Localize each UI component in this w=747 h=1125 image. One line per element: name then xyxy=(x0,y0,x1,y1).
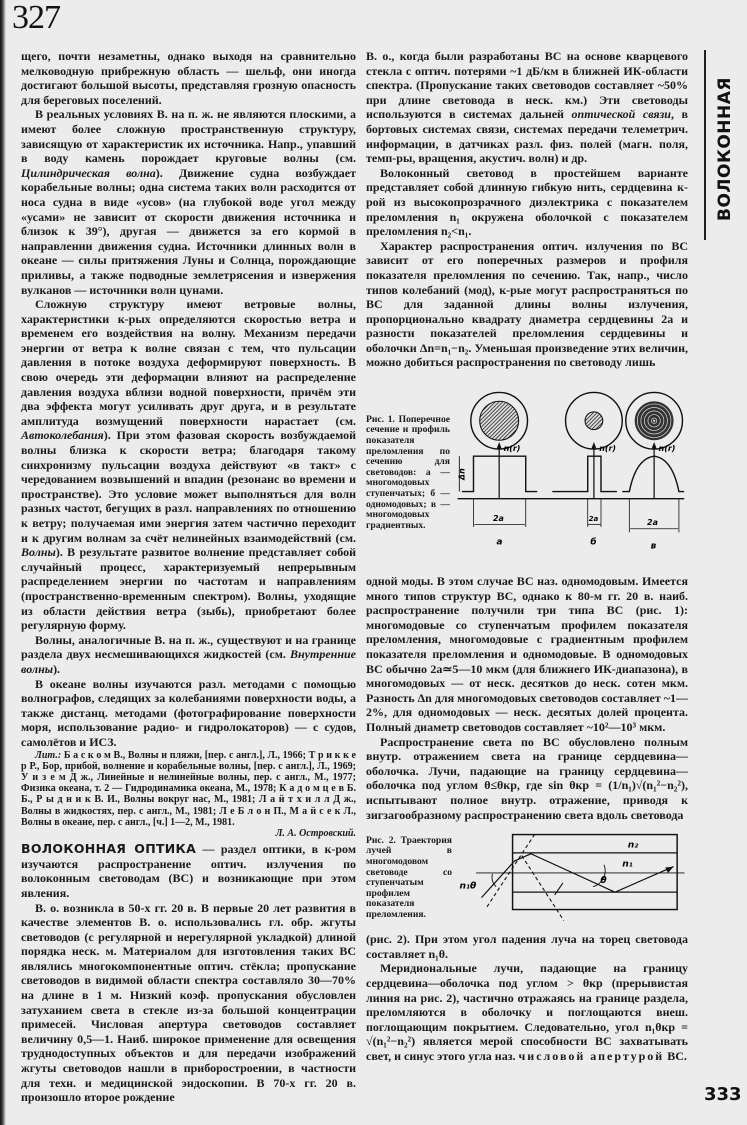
panel-label-a: а xyxy=(496,537,503,548)
axis-label-n-r: n(r) xyxy=(658,443,676,453)
cross-reference[interactable]: Цилиндрическая волна xyxy=(21,165,156,180)
cross-section-b xyxy=(566,392,623,449)
paragraph: Сложную структуру имеют ветровые волны, характеристики к-рых определяются скоростью ветра и временем его воздействия на волну. Механизм передачи энергии от ветра к волне связан с тем, что пульсации давления в потоке воздуха деформируют поверхность. В свою очередь эти деформации влияют на распределение давления воздуха вблизи водной поверхности, причём эти два эффекта могут усиливать друг друга, и в результате амплитуда возмущений поверхности нарастает (см. Автоколебания). При этом фазовая скорость возбуждаемой волны близка к скорости ветра; благодаря такому синхронизму пульсации воздуха действуют «в такт» с чередованием возвышений и впадин (резонанс во времени и пространстве). Это условие может выполняться для волн разных частот, бегущих в разл. направлениях по отношению к ветру; получаемая ими энергия затем частично переходит и к другим волнам за счёт нелинейных взаимодействий (см. Волны). В результате развитое волнение представляет собой случайный процесс, характеризуемый непрерывным распределением энергии по частотам и направлениям (пространственно-временным спектром). Волны, уходящие из области действия ветра (зыбь), приобретают более регулярную форму. xyxy=(21,297,356,633)
paragraph: одной моды. В этом случае ВС наз. одномодовым. Имеется много типов структур ВС, однако к 80-м гг. 20 в. наиб. распространение получили три типа ВС (рис. 1): многомодовые со ступенчатым профилем показателя преломления, многомодовые с градиентным профилем показателя преломления и одномодовые. В одномодовых ВС обычно 2a≃5—10 мкм (для ближнего ИК-диапазона), в многомодовых — от неск. десятков до неск. сотен мкм. Разность Δn для многомодовых световодов составляет ~1—2%, для одномодовых — неск. десятых долей процента. Полный диаметр световодов составляет ~10²—10³ мкм. xyxy=(366,574,689,734)
right-column-middle xyxy=(366,574,688,822)
axis-label-n-r: n(r) xyxy=(503,443,521,453)
article-start: ВОЛОКОННАЯ ОПТИКА — раздел оптики, в к-ром изучаются распространение оптич. излучения по волоконным световодам (ВС) и возникающие при этом явления. xyxy=(21,841,356,900)
paragraph: щего, почти незаметны, однако выходя на сравнительно мелководную прибрежную область — шельф, они иногда достигают большой высоты, представляя грозную опасность для береговых поселений. xyxy=(21,49,356,107)
cross-reference[interactable]: Автоколебания xyxy=(21,428,104,443)
paragraph: Меридиональные лучи, падающие на границу сердцевина—оболочка под углом > θкр (прерывистая линия на рис. 2), частично отражаясь на границе раздела, преломляются в оболочку и поглощаются внеш. поглощающим покрытием. Следовательно, угол n₁θкр = √(n₁²−n₂²) является мерой способности ВС захватывать свет, и синус этого угла наз. числовой апертурой ВС. xyxy=(366,961,688,1063)
width-label: 2a xyxy=(588,513,599,523)
side-strip xyxy=(704,49,747,1105)
paragraph: Распространение света по ВС обусловлено полным внутр. отражением света на границе сердцевина—оболочка. Лучи, падающие на границу сердцевина—оболочка под углом θ≤θкр, где sin θкр = (1/n₁)√(n₁²−n₂²), испытывают полное внутр. отражение, приводя к зигзагообразному распространению света вдоль световода xyxy=(366,734,688,822)
profile-b-single-mode xyxy=(552,442,617,548)
paragraph: (рис. 2). При этом угол падения луча на торец световода составляет n₁θ. xyxy=(366,932,688,961)
figure1-fiber-profiles xyxy=(454,378,686,568)
profile-c-graded xyxy=(622,442,684,551)
label-theta: θ xyxy=(600,876,607,887)
delta-n-label: Δn xyxy=(457,468,467,481)
term: Волоконный световод xyxy=(380,165,514,180)
right-column-top xyxy=(366,49,688,370)
paragraph: В реальных условиях В. на п. ж. не являются плоскими, а имеют более сложную пространственную структуру, зависящую от характеристик их источника. Напр., упавший в воду камень порождает круговые волны (см. Цилиндрическая волна). Движение судна возбуждает корабельные волны; одна система таких волн расходится от носа судна в виде «усов» (на глубокой воде угол между «усами» не зависит от скорости движения источника и близок к 39°), другая — движется за его кормой в направлении движения судна. Источники длинных волн в океане — силы притяжения Луны и Солнца, порождающие приливы, а также подводные землетрясения и извержения вулканов — источники волн цунами. xyxy=(21,107,356,297)
page-number-bottom: 333 xyxy=(704,1083,742,1105)
cross-reference[interactable]: Волны xyxy=(21,545,56,560)
paragraph: Волоконный световод в простейшем варианте представляет собой длинную гибкую нить, сердцевина к-рой из высокопрозрачного диэлектрика с показателем преломления n₁ окружена оболочкой с показателем преломления n₂<n₁. xyxy=(366,165,688,239)
article-author: Л. А. Островский. xyxy=(275,827,356,839)
figure2 xyxy=(366,830,688,926)
cross-section-c xyxy=(626,392,683,449)
panel-label-c: в xyxy=(650,541,657,552)
term-spaced: числовой апертурой xyxy=(518,1048,665,1063)
figure2-ray-trajectory xyxy=(456,830,688,926)
axis-label-n-r: n(r) xyxy=(599,443,617,453)
width-label: 2a xyxy=(492,513,504,523)
left-column xyxy=(21,49,356,1105)
paragraph: В. о. возникла в 50-х гг. 20 в. В первые 20 лет развития в качестве элементов В. о. использовались гл. обр. жгуты световодов (с регулярной и нерегулярной укладкой) длиной порядка неск. м. Материалом для изготовления таких ВС являлись многокомпонентные оптич. стёкла; пропускание световодов в видимой области спектра составляло 30—70% на длине в 1 м. Низкий коэф. пропускания обусловлен затуханием света в стекле из-за большой концентрации примесей. Числовая апертура световодов составляет величину 0,5—1. Наиб. широкое применение для освещения труднодоступных объектов и для передачи изображений жгуты световодов нашли в приборостроении, в частности для техн. и медицинской эндоскопии. В 70-х гг. 20 в. произошло второе рождение xyxy=(21,900,356,1105)
figure1 xyxy=(366,378,688,568)
label-n2: n₂ xyxy=(627,840,639,851)
paragraph: В. о., когда были разработаны ВС на основе кварцевого стекла с оптич. потерями ~1 дБ/км в ближней ИК-области спектра. (Пропускание таких световодов составляет ~50% при длине световода в неск. км.) Эти световоды используются в системах дальней оптической связи, в бортовых системах связи, системах передачи телеметрич. информации, в датчиках разл. физ. полей (магн. поля, темп-ры, вращения, акустич. волн) и др. xyxy=(366,49,688,166)
paragraph: Волны, аналогичные В. на п. ж., существуют и на границе раздела двух несмешивающихся жидкостей (см. Внутренние волны). xyxy=(21,632,356,676)
bibliography: Лит.: Б а с к о м В., Волны и пляжи, [пер. с англ.], Л., 1966; Т р и к к е р Р., Бор, прибой, волнение и корабельные волны, [пер. с англ.], Л., 1969; У и з е м Д ж., Линейные и нелинейные волны, пер. с англ., М., 1977; Физика океана, т. 2 — Гидродинамика океана, М., 1978; К а д о м ц е в Б. Б., Р ы д н и к В. И., Волны вокруг нас, М., 1981; Л а й т х и л л Д ж., Волны в жидкостях, пер. с англ., М., 1981; Л е Б л о н П., М а й с е к Л., Волны в океане, пер. с англ., [ч.] 1—2, М., 1981. Л. А. Островский. xyxy=(21,749,356,839)
paragraph: В океане волны изучаются разл. методами с помощью волнографов, следящих за колебаниями поверхности воды, а также дистанц. методами (фотографирование поверхности моря, использование радио- и гидролокаторов) — с судов, самолётов и ИСЗ. xyxy=(21,676,356,749)
right-column-top-text xyxy=(366,49,688,370)
running-head-rule xyxy=(704,50,706,240)
figure1-caption: Рис. 1. Поперечное сечение и профиль показателя преломления по сечению для световодов: а — многомодовых ступенчатых; б — одномодовых; в — многомодовых градиентных. xyxy=(366,413,450,531)
label-n1: n₁ xyxy=(622,859,633,870)
profile-a-step xyxy=(458,442,538,548)
figure2-caption: Рис. 2. Траектория лучей в многомодовом световоде со ступенчатым профилем показателя преломления. xyxy=(366,834,452,920)
width-label: 2a xyxy=(647,518,658,528)
running-head: ВОЛОКОННАЯ xyxy=(715,76,735,222)
cross-section-a xyxy=(471,392,528,449)
headword: ВОЛОКОННАЯ ОПТИКА xyxy=(21,841,197,857)
right-column-bottom xyxy=(366,932,688,1063)
right-column xyxy=(366,49,688,1064)
cross-reference[interactable]: оптической связи xyxy=(571,107,671,122)
cross-reference[interactable]: Внутренние волны xyxy=(21,647,356,676)
panel-label-b: б xyxy=(590,537,597,548)
label-n1-theta: n₁θ xyxy=(459,881,477,892)
paragraph: Характер распространения оптич. излучения по ВС зависит от его поперечных размеров и профиля показателя преломления по сечению. Так, напр., число типов колебаний (мод), к-рые могут распространяться по ВС для заданной длины волны излучения, пропорционально квадрату диаметра сердцевины 2a и разности показателей преломления сердцевины и оболочки Δn=n₁−n₂. Уменьшая произведение этих величин, можно добиться распространения по световоду лишь xyxy=(366,238,688,370)
page-number-top: 327 xyxy=(12,0,60,36)
